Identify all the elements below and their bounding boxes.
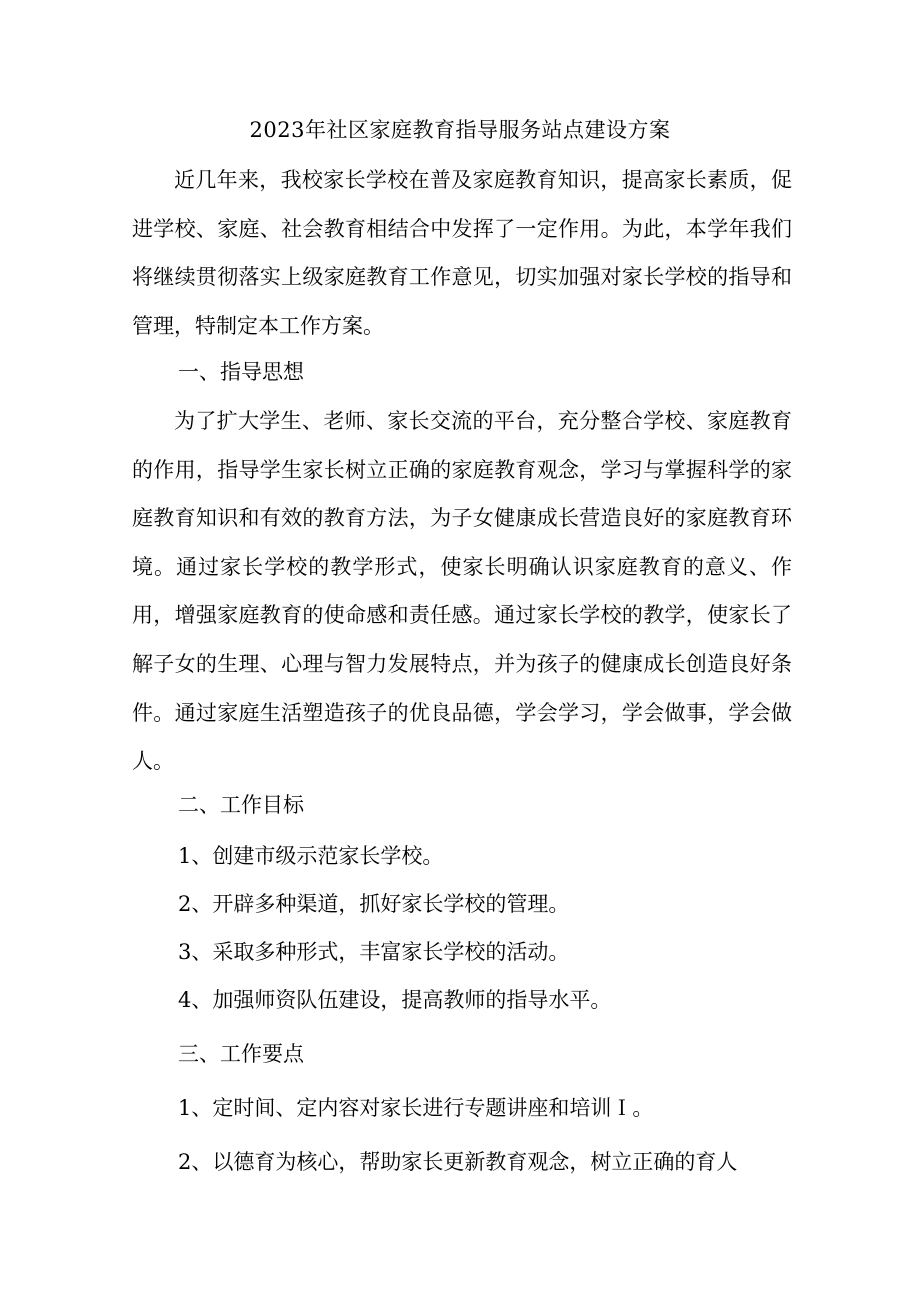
work-goal-item: 3、采取多种形式，丰富家长学校的活动。 xyxy=(178,940,570,964)
section-heading-work-goals: 二、工作目标 xyxy=(178,793,304,817)
work-goal-item: 4、加强师资队伍建设，提高教师的指导水平。 xyxy=(178,988,612,1012)
section-heading-guiding-ideology: 一、指导思想 xyxy=(178,360,304,384)
work-point-item: 2、以德育为核心，帮助家长更新教育观念，树立正确的育人 xyxy=(178,1150,738,1174)
work-point-item: 1、定时间、定内容对家长进行专题讲座和培训Ｉ。 xyxy=(178,1096,654,1120)
guiding-ideology-paragraph: 为了扩大学生、老师、家长交流的平台，充分整合学校、家庭教育的作用，指导学生家长树立正确的家庭教育观念，学习与掌握科学的家庭教育知识和有效的教育方法，为子女健康成长营造良好的家庭教育环境。通过家长学校的教学形式，使家长明确认识家庭教育的意义、作用，增强家庭教育的使命感和责任感。通过家长学校的教学，使家长了解子女的生理、心理与智力发展特点，并为孩子的健康成长创造良好条件。通过家庭生活塑造孩子的优良品德，学会学习，学会做事，学会做人。 xyxy=(132,409,792,774)
work-goal-item: 2、开辟多种渠道，抓好家长学校的管理。 xyxy=(178,892,570,916)
intro-paragraph: 近几年来，我校家长学校在普及家庭教育知识，提高家长素质，促进学校、家庭、社会教育相结合中发挥了一定作用。为此，本学年我们将继续贯彻落实上级家庭教育工作意见，切实加强对家长学校的指导和管理，特制定本工作方案。 xyxy=(132,168,792,338)
work-goal-item: 1、创建市级示范家长学校。 xyxy=(178,844,444,868)
document-title: 2023年社区家庭教育指导服务站点建设方案 xyxy=(249,118,671,142)
section-heading-work-points: 三、工作要点 xyxy=(178,1042,304,1066)
